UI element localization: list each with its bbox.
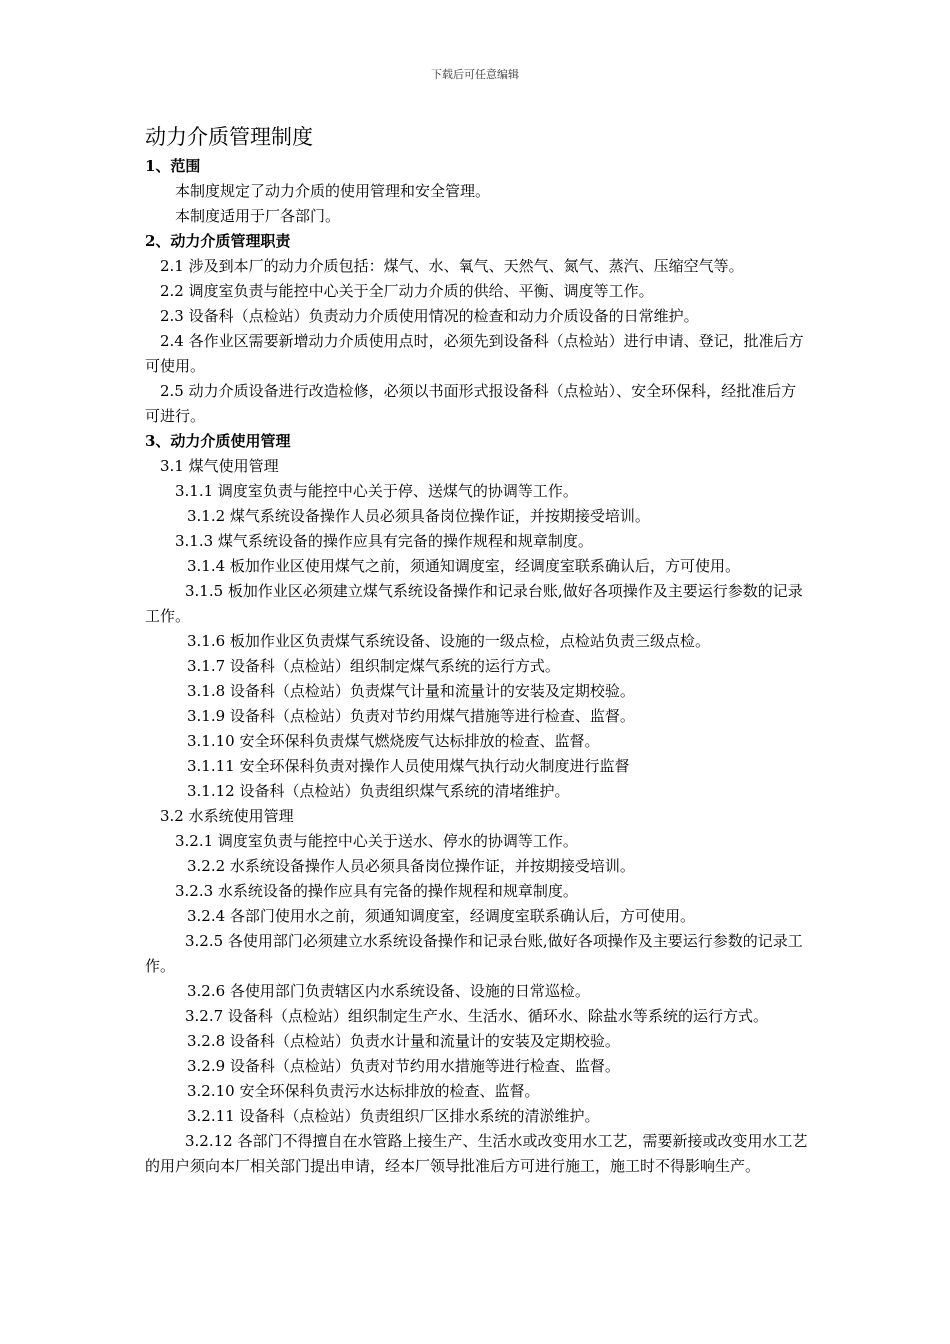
gas-item: 3.1.1 调度室负责与能控中心关于停、送煤气的协调等工作。 <box>175 482 578 500</box>
section-heading-duties: 2、动力介质管理职责 <box>145 232 291 250</box>
subsection-water: 3.2 水系统使用管理 <box>160 807 294 825</box>
document-body <box>145 120 810 1179</box>
duty-item-2-1: 2.1 涉及到本厂的动力介质包括：煤气、水、氧气、天然气、氮气、蒸汽、压缩空气等。 <box>160 257 744 275</box>
header-note: 下载后可任意编辑 <box>431 68 519 81</box>
gas-item: 3.1.8 设备科（点检站）负责煤气计量和流量计的安装及定期校验。 <box>187 682 635 700</box>
duty-item-2-3: 2.3 设备科（点检站）负责动力介质使用情况的检查和动力介质设备的日常维护。 <box>160 307 699 325</box>
water-item: 3.2.3 水系统设备的操作应具有完备的操作规程和规章制度。 <box>175 882 578 900</box>
duty-item-2-2: 2.2 调度室负责与能控中心关于全厂动力介质的供给、平衡、调度等工作。 <box>160 282 654 300</box>
water-item: 3.2.7 设备科（点检站）组织制定生产水、生活水、循环水、除盐水等系统的运行方式。 <box>185 1007 768 1025</box>
gas-item: 3.1.2 煤气系统设备操作人员必须具备岗位操作证，并按期接受培训。 <box>187 507 650 525</box>
subsection-gas: 3.1 煤气使用管理 <box>160 457 279 475</box>
document-title: 动力介质管理制度 <box>145 125 313 149</box>
section-heading-usage: 3、动力介质使用管理 <box>145 432 291 450</box>
gas-item: 3.1.3 煤气系统设备的操作应具有完备的操作规程和规章制度。 <box>175 532 593 550</box>
gas-item: 3.1.9 设备科（点检站）负责对节约用煤气措施等进行检查、监督。 <box>187 707 635 725</box>
gas-item: 3.1.7 设备科（点检站）组织制定煤气系统的运行方式。 <box>187 657 560 675</box>
gas-item: 3.1.6 板加作业区负责煤气系统设备、设施的一级点检，点检站负责三级点检。 <box>187 632 710 650</box>
gas-item: 3.1.12 设备科（点检站）负责组织煤气系统的清堵维护。 <box>187 782 570 800</box>
gas-item: 3.1.5 板加作业区必须建立煤气系统设备操作和记录台账,做好各项操作及主要运行参数的记录工作。 <box>145 582 803 625</box>
water-item: 3.2.8 设备科（点检站）负责水计量和流量计的安装及定期校验。 <box>187 1032 620 1050</box>
water-item: 3.2.5 各使用部门必须建立水系统设备操作和记录台账,做好各项操作及主要运行参数的记录工作。 <box>145 932 803 975</box>
scope-paragraph-1: 本制度规定了动力介质的使用管理和安全管理。 <box>175 182 491 200</box>
gas-item: 3.1.11 安全环保科负责对操作人员使用煤气执行动火制度进行监督 <box>187 757 630 775</box>
section-heading-scope: 1、范围 <box>145 157 201 175</box>
water-item: 3.2.10 安全环保科负责污水达标排放的检查、监督。 <box>187 1082 540 1100</box>
duty-item-2-4: 2.4 各作业区需要新增动力介质使用点时，必须先到设备科（点检站）进行申请、登记，批准后方可使用。 <box>145 332 804 375</box>
gas-item: 3.1.10 安全环保科负责煤气燃烧废气达标排放的检查、监督。 <box>187 732 600 750</box>
water-item: 3.2.4 各部门使用水之前，须通知调度室，经调度室联系确认后，方可使用。 <box>187 907 695 925</box>
water-item: 3.2.6 各使用部门负责辖区内水系统设备、设施的日常巡检。 <box>187 982 590 1000</box>
duty-item-2-5: 2.5 动力介质设备进行改造检修，必须以书面形式报设备科（点检站）、安全环保科，经批准后方可进行。 <box>145 382 797 425</box>
gas-item: 3.1.4 板加作业区使用煤气之前，须通知调度室，经调度室联系确认后，方可使用。 <box>187 557 740 575</box>
water-item: 3.2.2 水系统设备操作人员必须具备岗位操作证，并按期接受培训。 <box>187 857 635 875</box>
water-item: 3.2.9 设备科（点检站）负责对节约用水措施等进行检查、监督。 <box>187 1057 620 1075</box>
water-item: 3.2.11 设备科（点检站）负责组织厂区排水系统的清淤维护。 <box>187 1107 600 1125</box>
water-item: 3.2.12 各部门不得擅自在水管路上接生产、生活水或改变用水工艺，需要新接或改变用水工艺的用户须向本厂相关部门提出申请，经本厂领导批准后方可进行施工，施工时不得影响生产。 <box>145 1132 808 1175</box>
water-item: 3.2.1 调度室负责与能控中心关于送水、停水的协调等工作。 <box>175 832 578 850</box>
scope-paragraph-2: 本制度适用于厂各部门。 <box>175 207 341 225</box>
